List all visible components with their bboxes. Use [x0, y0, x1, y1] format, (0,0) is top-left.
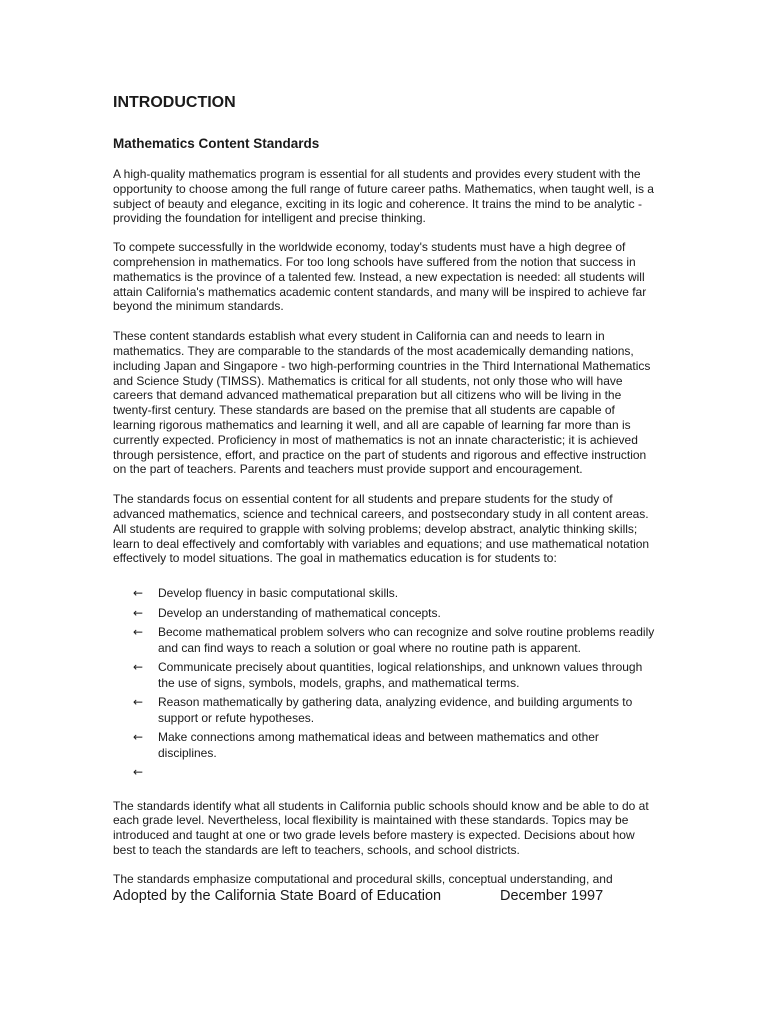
list-item	[113, 606, 658, 622]
paragraph-standards-emphasize: The standards emphasize computational and procedural skills, conceptual understanding, and	[113, 871, 613, 886]
left-arrow-icon: ←	[133, 765, 144, 780]
list-item	[113, 586, 658, 602]
list-item-text	[158, 765, 161, 779]
list-item	[113, 765, 658, 781]
list-item-text: Become mathematical problem solvers who can recognize and solve routine problems readily and can find ways to reach a solution or goal where no routine path is apparent.	[158, 625, 655, 655]
list-item	[113, 730, 658, 761]
paragraph-standards-establish: These content standards establish what every student in California can and needs to learn in mathematics. They are comparable to the standards of the most academically demanding nations, including Japan and Singapore - two high-performing countries in the Third International Mathematics and Science Study (TIMSS). Mathematics is critical for all students, not only those who will have careers that demand advanced mathematical preparation but all citizens who will be living in the twenty-first century. These standards are based on the premise that all students are capable of learning rigorous mathematics and learning it well, and all are capable of learning far more than is currently expected. Proficiency in most of mathematics is not an innate characteristic; it is achieved through persistence, effort, and practice on the part of students and rigorous and effective instruction on the part of teachers. Parents and teachers must provide support and encouragement.	[113, 329, 651, 477]
left-arrow-icon: ←	[133, 586, 144, 601]
left-arrow-icon: ←	[133, 605, 144, 620]
page-footer	[113, 887, 658, 905]
list-item-text: Communicate precisely about quantities, logical relationships, and unknown values through the use of signs, symbols, models, graphs, and mathematical terms.	[158, 660, 643, 690]
left-arrow-icon: ←	[133, 730, 144, 745]
paragraph-standards-focus: The standards focus on essential content for all students and prepare students for the study of advanced mathematics, science and technical careers, and postsecondary study in all content areas. All students are required to grapple with solving problems; develop abstract, analytic thinking skills; learn to deal effectively and comfortably with variables and equations; and use mathematical notation effectively to model situations. The goal in mathematics education is for students to:	[113, 492, 650, 566]
left-arrow-icon: ←	[133, 660, 144, 675]
paragraph-standards-identify: The standards identify what all students in California public schools should know and be able to do at each grade level. Nevertheless, local flexibility is maintained with these standards. Topics may be introduced and taught at one or two grade levels before mastery is expected. Decisions about how best to teach the standards are left to teachers, schools, and school districts.	[113, 798, 649, 858]
section-heading: Mathematics Content Standards	[113, 136, 320, 151]
document-page	[113, 93, 658, 905]
list-item-text: Reason mathematically by gathering data, analyzing evidence, and building arguments to support or refute hypotheses.	[158, 695, 633, 725]
list-item-text: Make connections among mathematical ideas and between mathematics and other disciplines.	[158, 730, 599, 760]
left-arrow-icon: ←	[133, 625, 144, 640]
footer-adopted-by: Adopted by the California State Board of Education	[113, 887, 442, 904]
list-item-text: Develop fluency in basic computational skills.	[158, 586, 399, 601]
left-arrow-icon: ←	[133, 695, 144, 710]
page-title: INTRODUCTION	[113, 94, 236, 111]
list-item	[113, 695, 658, 726]
paragraph-intro: A high-quality mathematics program is essential for all students and provides every student with the opportunity to choose among the full range of future career paths. Mathematics, when taught well, is a subject of beauty and elegance, exciting in its logic and coherence. It trains the mind to be analytic - providing the foundation for intelligent and precise thinking.	[113, 167, 654, 226]
list-item	[113, 660, 658, 691]
footer-date: December 1997	[500, 887, 604, 904]
paragraph-compete: To compete successfully in the worldwide economy, today's students must have a high degree of comprehension in mathematics. For too long schools have suffered from the notion that success in mathematics is the province of a talented few. Instead, a new expectation is needed: all students will attain California's mathematics academic content standards, and many will be inspired to achieve far beyond the minimum standards.	[113, 240, 647, 314]
list-item-text: Develop an understanding of mathematical concepts.	[158, 605, 441, 620]
goals-list	[113, 586, 658, 781]
list-item	[113, 625, 658, 656]
